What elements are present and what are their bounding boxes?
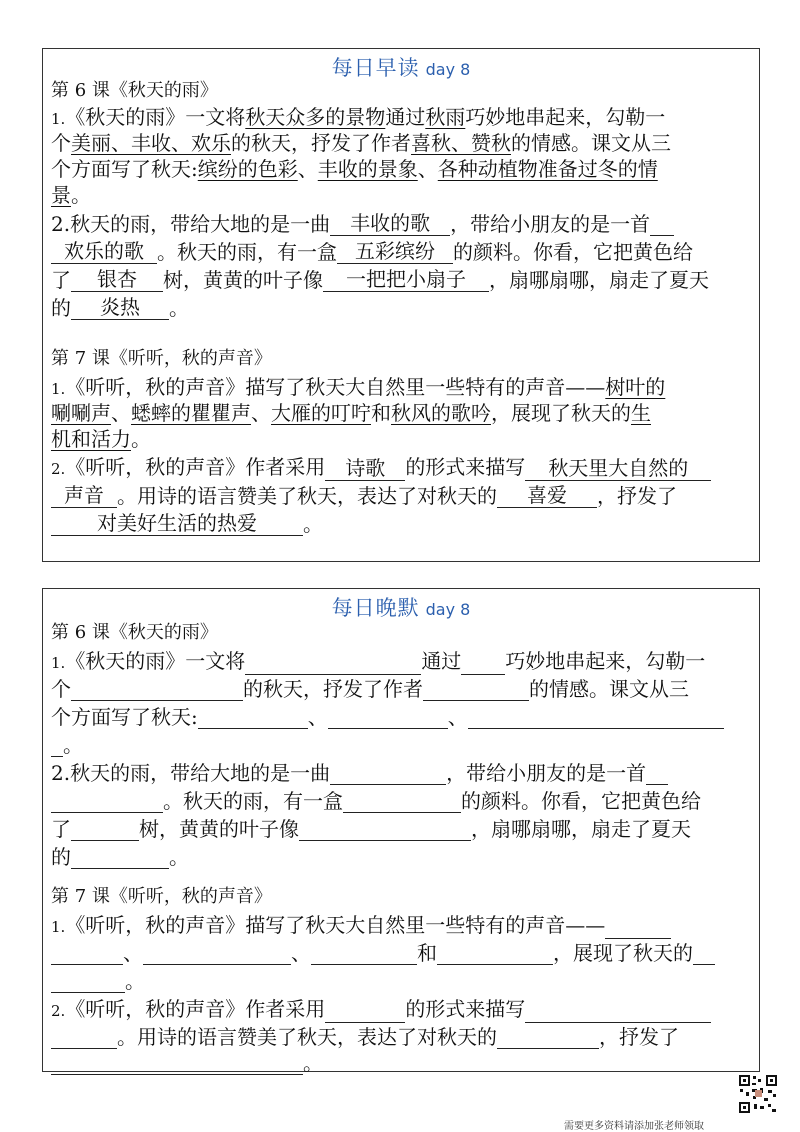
answer: 喜爱 xyxy=(497,483,597,508)
text: 《秋天的雨》一文将 xyxy=(65,105,246,129)
text: 。 xyxy=(125,969,145,993)
text: 《听听，秋的声音》描写了秋天大自然里一些特有的声音—— xyxy=(65,375,606,399)
text: 《听听，秋的声音》描写了秋天大自然里一些特有的声音—— xyxy=(65,913,606,937)
text: ，抒发了 xyxy=(597,484,677,508)
evening-l7-p2-line2 xyxy=(51,1025,679,1049)
evening-l6-p2-line2 xyxy=(51,789,701,813)
blank[interactable] xyxy=(51,970,125,993)
evening-title-text: 每日晚默 xyxy=(331,596,420,620)
text: 。用诗的语言赞美了秋天，表达了对秋天的 xyxy=(117,484,497,508)
answer: 五彩缤纷 xyxy=(337,239,453,264)
morning-lesson6-heading: 第 6 课《秋天的雨》 xyxy=(51,80,218,101)
morning-l6-p1-line3 xyxy=(51,157,658,181)
text: ，展现了秋天的 xyxy=(553,941,693,965)
answer: 对美好生活的热爱 xyxy=(51,511,303,536)
text: 。 xyxy=(169,845,189,869)
text: 树，黄黄的叶子像 xyxy=(163,268,323,292)
answer: 机和活力 xyxy=(51,427,131,451)
blank[interactable] xyxy=(330,762,446,785)
evening-l6-p2-line4 xyxy=(51,845,189,869)
text: 通过 xyxy=(421,649,462,673)
answer: 景 xyxy=(51,183,71,207)
answer: 生 xyxy=(631,401,651,425)
blank[interactable] xyxy=(51,942,123,965)
text: 、 xyxy=(291,941,311,965)
evening-l7-p1-line1 xyxy=(51,913,671,939)
morning-l7-p1-line3 xyxy=(51,427,151,451)
text: 。 xyxy=(303,1051,323,1075)
text: 个方面写了秋天: xyxy=(51,705,198,729)
morning-l7-p1-line2 xyxy=(51,401,651,425)
answer: 秋雨 xyxy=(425,105,466,129)
answer: 炎热 xyxy=(71,295,169,320)
text: 。秋天的雨，有一盒 xyxy=(163,789,343,813)
text: 。 xyxy=(169,296,189,320)
text: 的形式来描写 xyxy=(405,997,526,1021)
blank[interactable] xyxy=(71,818,139,841)
morning-l6-p1-line2 xyxy=(51,131,671,155)
text: 的颜料。你看，它把黄色给 xyxy=(461,789,701,813)
text: 的情感。课文从三 xyxy=(529,677,689,701)
answer: 欢乐的歌 xyxy=(51,239,157,264)
text: 了 xyxy=(51,817,71,841)
morning-lesson7-heading: 第 7 课《听听，秋的声音》 xyxy=(51,348,272,369)
text: 《听听，秋的声音》作者采用 xyxy=(65,455,326,479)
text: 、 xyxy=(123,941,143,965)
text: 。 xyxy=(63,733,83,757)
morning-reading-box xyxy=(42,48,760,562)
evening-l7-p2-line1 xyxy=(51,997,711,1023)
answer: 缤纷的色彩 xyxy=(197,157,298,181)
text: 个 xyxy=(51,131,71,155)
text: 。 xyxy=(131,427,151,451)
item-number: 2. xyxy=(51,1002,66,1020)
text: 的情感。课文从三 xyxy=(511,131,671,155)
answer: 银杏 xyxy=(71,267,163,292)
blank[interactable] xyxy=(51,1026,117,1049)
text: 。 xyxy=(71,183,91,207)
answer: 丰收的歌 xyxy=(330,211,450,236)
text: 、 xyxy=(447,705,468,729)
morning-l7-p2-line3 xyxy=(51,511,323,536)
answer: 各种动植物准备过冬的情 xyxy=(437,157,658,181)
answer: 瞿瞿声 xyxy=(191,401,251,425)
evening-l6-p2-line1 xyxy=(51,761,668,785)
blank[interactable] xyxy=(343,790,461,813)
text: 、 xyxy=(297,157,318,181)
evening-l6-p1-line4 xyxy=(51,733,83,757)
blank[interactable] xyxy=(71,678,243,701)
item-number: 1. xyxy=(51,110,66,128)
blank[interactable] xyxy=(328,706,448,729)
text: 2.秋天的雨，带给大地的是一曲 xyxy=(51,212,331,236)
evening-lesson6-heading: 第 6 课《秋天的雨》 xyxy=(51,622,218,643)
evening-day-label: day 8 xyxy=(425,600,471,619)
evening-title xyxy=(43,592,759,622)
item-number: 1. xyxy=(51,654,66,672)
evening-l6-p1-line2 xyxy=(51,677,689,701)
text: 的秋天，抒发了作者 xyxy=(243,677,423,701)
morning-l6-p1-line1 xyxy=(51,105,665,131)
qr-code-icon xyxy=(738,1074,778,1114)
morning-title-text: 每日早读 xyxy=(331,56,420,80)
text: 和 xyxy=(417,941,437,965)
text: 个方面写了秋天: xyxy=(51,157,198,181)
text: 巧妙地串起来，勾勒一 xyxy=(465,105,666,129)
text: 。秋天的雨，有一盒 xyxy=(157,240,337,264)
blank[interactable] xyxy=(437,942,553,965)
blank[interactable] xyxy=(693,942,715,965)
blank[interactable] xyxy=(311,942,417,965)
blank xyxy=(650,213,674,236)
answer: 大雁的叮咛 xyxy=(271,401,371,425)
evening-l6-p1-line1 xyxy=(51,649,705,675)
answer: 秋天里大自然的 xyxy=(525,456,711,481)
blank[interactable] xyxy=(71,846,169,869)
blank[interactable] xyxy=(143,942,291,965)
evening-l6-p1-line3 xyxy=(51,705,724,729)
blank[interactable] xyxy=(423,678,529,701)
blank[interactable] xyxy=(525,1000,711,1023)
text: 《听听，秋的声音》作者采用 xyxy=(65,997,326,1021)
text: 了 xyxy=(51,268,71,292)
text: 的颜料。你看，它把黄色给 xyxy=(453,240,693,264)
blank[interactable] xyxy=(497,1026,599,1049)
text: 的 xyxy=(51,296,71,320)
evening-lesson7-heading: 第 7 课《听听，秋的声音》 xyxy=(51,886,272,907)
answer: 秋风的歌吟 xyxy=(391,401,491,425)
morning-l6-p2-line3 xyxy=(51,267,709,292)
evening-l7-p1-line3 xyxy=(51,969,145,993)
blank[interactable] xyxy=(51,734,63,757)
morning-l6-p2-line2 xyxy=(51,239,693,264)
answer: 诗歌 xyxy=(325,456,405,481)
answer: 声音 xyxy=(51,483,117,508)
item-number: 1. xyxy=(51,380,66,398)
morning-title xyxy=(43,52,759,82)
morning-l7-p1-line1 xyxy=(51,375,665,401)
evening-dictation-box xyxy=(42,588,760,1075)
text: 的形式来描写 xyxy=(405,455,526,479)
text: 、 xyxy=(307,705,328,729)
footer-note: 需要更多资料请添加张老师领取 xyxy=(564,1121,704,1132)
text: 树，黄黄的叶子像 xyxy=(139,817,299,841)
text: ，扇哪扇哪，扇走了夏天 xyxy=(489,268,709,292)
answer: 秋天众多的景物 xyxy=(245,105,386,129)
text: 。用诗的语言赞美了秋天，表达了对秋天的 xyxy=(117,1025,497,1049)
morning-l6-p2-line1 xyxy=(51,211,674,236)
text: 和 xyxy=(371,401,391,425)
blank[interactable] xyxy=(245,652,421,675)
blank[interactable] xyxy=(51,790,163,813)
text: 2.秋天的雨，带给大地的是一曲 xyxy=(51,761,331,785)
morning-day-label: day 8 xyxy=(425,60,471,79)
answer: 丰收的景象 xyxy=(317,157,418,181)
text: 的秋天，抒发了作者 xyxy=(231,131,411,155)
blank[interactable] xyxy=(605,916,671,939)
blank[interactable] xyxy=(646,762,668,785)
evening-l6-p2-line3 xyxy=(51,817,691,841)
blank[interactable] xyxy=(198,706,308,729)
text: 个 xyxy=(51,677,71,701)
answer: 树叶的 xyxy=(605,375,666,399)
evening-l7-p2-line3 xyxy=(51,1051,323,1075)
item-number: 2. xyxy=(51,460,66,478)
answer: 美丽、丰收、欢乐 xyxy=(71,131,231,155)
text: 《秋天的雨》一文将 xyxy=(65,649,246,673)
answer: 唰唰声 xyxy=(51,401,111,425)
item-number: 1. xyxy=(51,918,66,936)
blank[interactable] xyxy=(468,706,724,729)
morning-l7-p2-line2 xyxy=(51,483,677,508)
text: 的 xyxy=(51,845,71,869)
text: 、 xyxy=(251,401,271,425)
text: ，带给小朋友的是一首 xyxy=(446,761,647,785)
morning-l6-p2-line4 xyxy=(51,295,189,320)
evening-l7-p1-line2 xyxy=(51,941,715,965)
text: 、 xyxy=(417,157,438,181)
text: ，扇哪扇哪，扇走了夏天 xyxy=(471,817,691,841)
text: ，展现了秋天的 xyxy=(491,401,631,425)
text: ，抒发了 xyxy=(599,1025,679,1049)
text: ，带给小朋友的是一首 xyxy=(450,212,651,236)
text: 巧妙地串起来，勾勒一 xyxy=(505,649,706,673)
blank[interactable] xyxy=(325,1000,405,1023)
answer: 一把把小扇子 xyxy=(323,267,489,292)
answer: 喜秋、赞秋 xyxy=(411,131,511,155)
blank[interactable] xyxy=(51,1052,303,1075)
answer: 蟋蟀的 xyxy=(131,401,191,425)
text: 。 xyxy=(303,512,323,536)
blank[interactable] xyxy=(299,818,471,841)
blank[interactable] xyxy=(461,652,505,675)
text: 通过 xyxy=(385,105,426,129)
morning-l6-p1-line4 xyxy=(51,183,91,207)
text: 、 xyxy=(111,401,131,425)
morning-l7-p2-line1 xyxy=(51,455,711,481)
